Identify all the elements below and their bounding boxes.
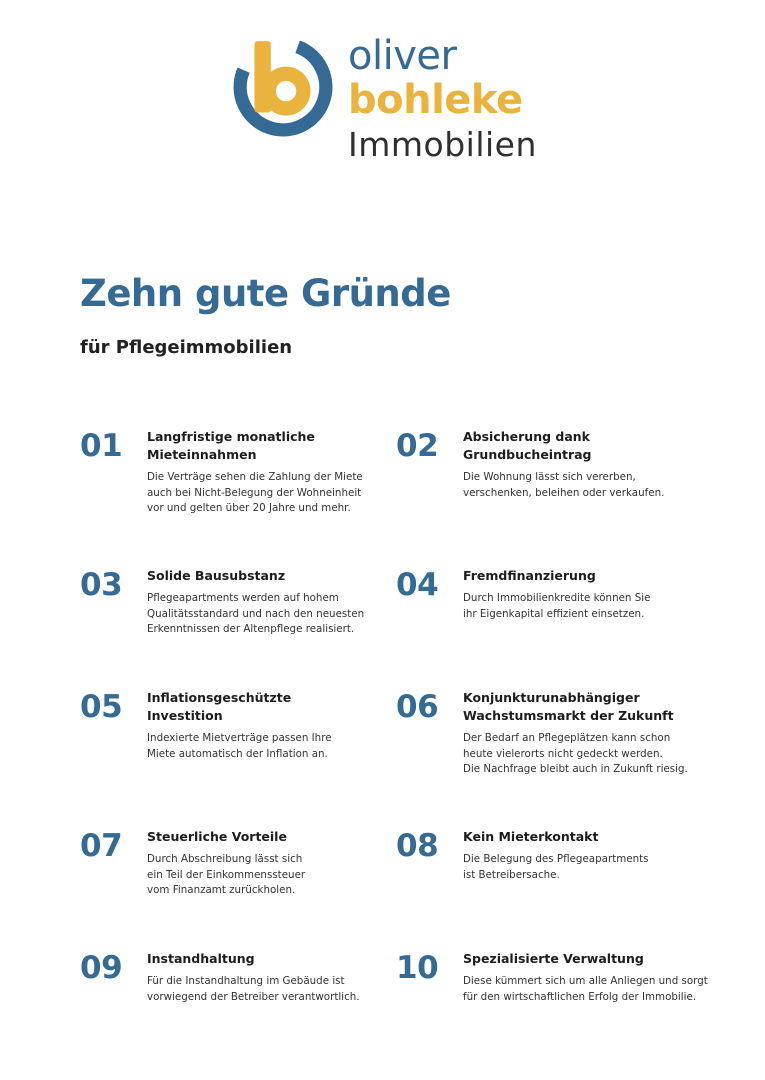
company-logo — [232, 30, 542, 170]
reason-text: Durch Abschreibung lässt sich ein Teil der Einkommenssteuer vom Finanzamt zurückholen. — [147, 853, 306, 896]
reason-number: 04 — [396, 567, 439, 603]
reason-heading: Fremdfinanzierung — [463, 568, 596, 583]
reason-heading: Langfristige monatliche Mieteinnahmen — [147, 429, 315, 462]
reason-text: Diese kümmert sich um alle Anliegen und sorgt für den wirtschaftlichen Erfolg der Immobilie. — [463, 975, 708, 1003]
reason-heading: Steuerliche Vorteile — [147, 829, 287, 844]
reason-heading: Kein Mieterkontakt — [463, 829, 599, 844]
reason-text: Durch Immobilienkredite können Sie ihr Eigenkapital effizient einsetzen. — [463, 592, 651, 620]
reason-heading: Konjunkturunabhängiger Wachstumsmarkt der Zukunft — [463, 690, 674, 723]
reason-number: 01 — [80, 428, 123, 464]
reason-number: 10 — [396, 950, 439, 986]
reason-heading: Spezialisierte Verwaltung — [463, 951, 644, 966]
logo-text-oliver: oliver — [348, 33, 457, 79]
reason-number: 09 — [80, 950, 123, 986]
reason-number: 07 — [80, 828, 123, 864]
reason-text: Indexierte Mietverträge passen Ihre Miete automatisch der Inflation an. — [147, 732, 332, 760]
reason-text: Die Wohnung lässt sich vererben, verschenken, beleihen oder verkaufen. — [463, 471, 665, 499]
reason-text: Der Bedarf an Pflegeplätzen kann schon heute vielerorts nicht gedeckt werden. Die Nachfrage bleibt auch in Zukunft riesig. — [463, 732, 688, 775]
reason-heading: Absicherung dank Grundbucheintrag — [463, 429, 592, 462]
reason-text: Pflegeapartments werden auf hohem Qualitätsstandard und nach den neuesten Erkenntnissen der Altenpflege realisiert. — [147, 592, 365, 635]
reason-heading: Solide Bausubstanz — [147, 568, 286, 583]
reason-heading: Instandhaltung — [147, 951, 255, 966]
reason-number: 03 — [80, 567, 123, 603]
reason-text: Für die Instandhaltung im Gebäude ist vorwiegend der Betreiber verantwortlich. — [147, 975, 360, 1003]
logo-b-mark-icon — [232, 36, 334, 138]
page-subtitle: für Pflegeimmobilien — [80, 337, 293, 358]
reason-number: 02 — [396, 428, 439, 464]
logo-wordmark — [348, 33, 537, 164]
logo-text-immobilien: Immobilien — [348, 125, 537, 164]
logo-text-bohleke: bohleke — [348, 77, 523, 123]
reason-heading: Inflationsgeschützte Investition — [147, 690, 292, 723]
reason-text: Die Belegung des Pflegeapartments ist Betreibersache. — [463, 853, 649, 881]
reason-text: Die Verträge sehen die Zahlung der Miete auch bei Nicht-Belegung der Wohneinheit vor und gelten über 20 Jahre und mehr. — [147, 471, 363, 514]
page-title: Zehn gute Gründe — [80, 272, 451, 315]
reason-number: 05 — [80, 689, 123, 725]
reason-number: 06 — [396, 689, 439, 725]
reason-number: 08 — [396, 828, 439, 864]
